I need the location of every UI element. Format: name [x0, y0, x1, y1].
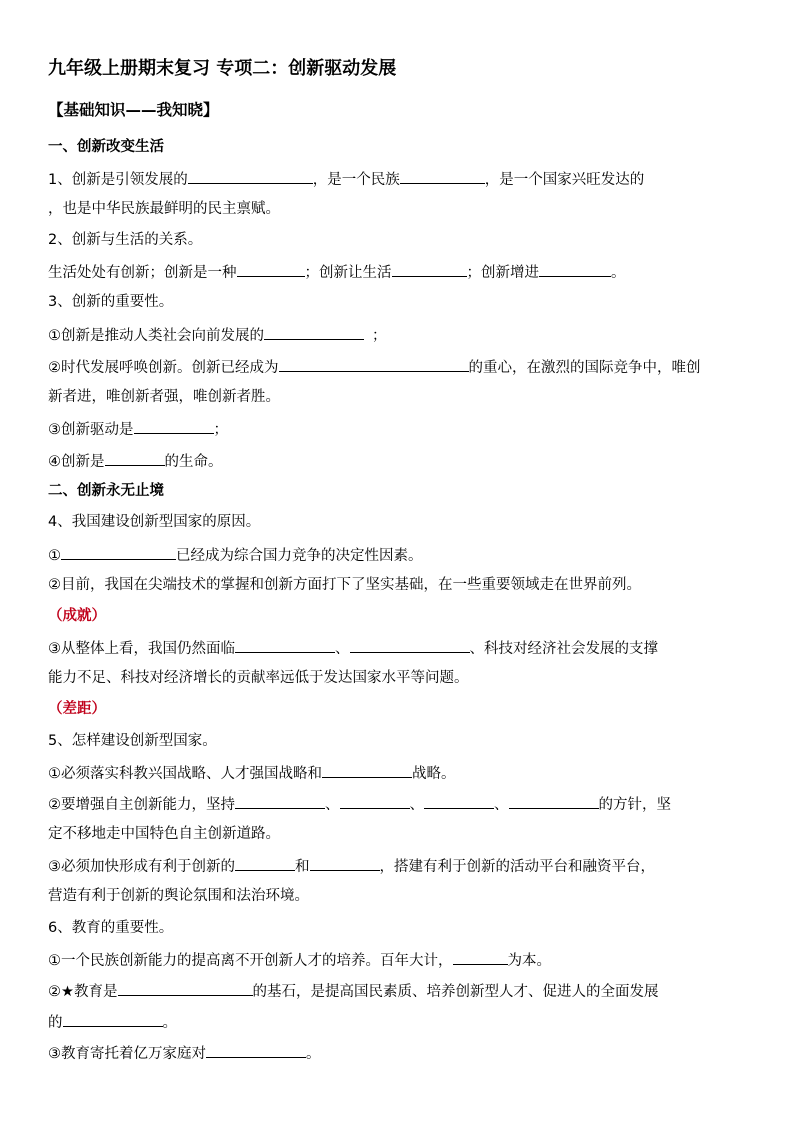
q5-line-1 [48, 762, 456, 784]
q6-heading: 6、教育的重要性。 [48, 920, 174, 936]
q6-text: 。 [306, 1046, 321, 1062]
answer-blank[interactable] [350, 637, 470, 653]
answer-blank[interactable] [264, 324, 364, 340]
q2-heading: 2、创新与生活的关系。 [48, 232, 203, 248]
answer-blank[interactable] [310, 855, 380, 871]
q3-line-3: 新者进，唯创新者强，唯创新者胜。 [48, 389, 280, 405]
q3-heading: 3、创新的重要性。 [48, 294, 174, 310]
q5-line-2 [48, 793, 671, 815]
q6-text: 的 [48, 1015, 63, 1031]
q4-line-3 [48, 637, 658, 659]
q4-text: 已经成为综合国力竞争的决定性因素。 [176, 548, 423, 564]
answer-blank[interactable] [188, 168, 313, 184]
q5-text: 、 [494, 797, 509, 813]
q3-text: 的生命。 [164, 454, 223, 470]
q1-text-a: 1、创新是引领发展的 [48, 172, 188, 188]
answer-blank[interactable] [392, 261, 467, 277]
gap-tag: （差距） [48, 701, 106, 717]
q2-text-d: 。 [611, 265, 626, 281]
q6-text: ③教育寄托着亿万家庭对 [48, 1046, 206, 1062]
answer-blank[interactable] [118, 980, 253, 996]
q6-line-1 [48, 949, 551, 971]
q3-text: ③创新驱动是 [48, 422, 134, 438]
q3-line-4 [48, 418, 228, 440]
answer-blank[interactable] [322, 762, 412, 778]
answer-blank[interactable] [539, 261, 611, 277]
q5-line-4 [48, 855, 655, 877]
q3-text: ①创新是推动人类社会向前发展的 [48, 328, 264, 344]
q2-text-a: 生活处处有创新；创新是一种 [48, 265, 237, 281]
section-heading-1: 一、创新改变生活 [48, 139, 164, 155]
answer-blank[interactable] [424, 793, 494, 809]
q1-text-b: ，是一个民族 [312, 172, 400, 188]
answer-blank[interactable] [235, 793, 325, 809]
q5-text: 、 [409, 797, 424, 813]
q6-text: 。 [162, 1015, 177, 1031]
q3-text: ②时代发展呼唤创新。创新已经成为 [48, 360, 279, 376]
q4-heading: 4、我国建设创新型国家的原因。 [48, 514, 261, 530]
q4-text: 、 [335, 641, 350, 657]
q6-line-2 [48, 980, 659, 1002]
page-title: 九年级上册期末复习 专项二：创新驱动发展 [48, 58, 397, 79]
q3-text: ④创新是 [48, 454, 105, 470]
answer-blank[interactable] [235, 855, 295, 871]
q6-line-4 [48, 1042, 321, 1064]
q2-text-b: ；创新让生活 [304, 265, 392, 281]
q1-text-c: ，是一个国家兴旺发达的 [484, 172, 645, 188]
q5-text: ③必须加快形成有利于创新的 [48, 859, 235, 875]
q3-line-1 [48, 324, 387, 346]
q4-line-1 [48, 544, 423, 566]
q1-line-1 [48, 168, 644, 190]
q1-line-2: ，也是中华民族最鲜明的民主禀赋。 [48, 201, 280, 217]
q5-text: 和 [295, 859, 310, 875]
q3-line-2 [48, 356, 701, 378]
answer-blank[interactable] [235, 637, 335, 653]
q5-line-3: 定不移地走中国特色自主创新道路。 [48, 826, 280, 842]
q5-text: 的方针，坚 [598, 797, 671, 813]
q5-text: 、 [325, 797, 340, 813]
q6-text: ②★教育是 [48, 984, 118, 1000]
section-subtitle: 【基础知识——我知晓】 [48, 101, 219, 119]
answer-blank[interactable] [105, 450, 165, 466]
q6-text: ①一个民族创新能力的提高离不开创新人才的培养。百年大计， [48, 953, 453, 969]
q5-text: ，搭建有利于创新的活动平台和融资平台， [379, 859, 655, 875]
q6-text: 为本。 [507, 953, 551, 969]
q5-text: ①必须落实科教兴国战略、人才强国战略和 [48, 766, 322, 782]
q4-text: ③从整体上看，我国仍然面临 [48, 641, 235, 657]
answer-blank[interactable] [340, 793, 410, 809]
q3-text: ； [372, 328, 387, 344]
answer-blank[interactable] [279, 356, 469, 372]
answer-blank[interactable] [61, 544, 176, 560]
q4-line-4: 能力不足、科技对经济增长的贡献率远低于发达国家水平等问题。 [48, 670, 469, 686]
answer-blank[interactable] [237, 261, 305, 277]
answer-blank[interactable] [509, 793, 599, 809]
section-heading-2: 二、创新永无止境 [48, 483, 164, 499]
q5-heading: 5、怎样建设创新型国家。 [48, 733, 217, 749]
q2-text-c: ；创新增进 [466, 265, 539, 281]
q6-text: 的基石，是提高国民素质、培养创新型人才、促进人的全面发展 [252, 984, 659, 1000]
q4-text: 、科技对经济社会发展的支撑 [469, 641, 658, 657]
q5-text: ②要增强自主创新能力，坚持 [48, 797, 235, 813]
answer-blank[interactable] [206, 1042, 306, 1058]
q3-line-5 [48, 450, 223, 472]
q4-text: ① [48, 548, 61, 564]
answer-blank[interactable] [453, 949, 508, 965]
q4-line-2: ②目前，我国在尖端技术的掌握和创新方面打下了坚实基础，在一些重要领域走在世界前列。 [48, 577, 641, 593]
achievement-tag: （成就） [48, 608, 106, 624]
q3-text: 的重心，在激烈的国际竞争中，唯创 [468, 360, 701, 376]
q3-text: ； [213, 422, 228, 438]
answer-blank[interactable] [134, 418, 214, 434]
q6-line-3 [48, 1011, 177, 1033]
answer-blank[interactable] [63, 1011, 163, 1027]
q2-line-1 [48, 261, 626, 283]
q5-line-5: 营造有利于创新的舆论氛围和法治环境。 [48, 888, 309, 904]
answer-blank[interactable] [400, 168, 485, 184]
q5-text: 战略。 [412, 766, 456, 782]
